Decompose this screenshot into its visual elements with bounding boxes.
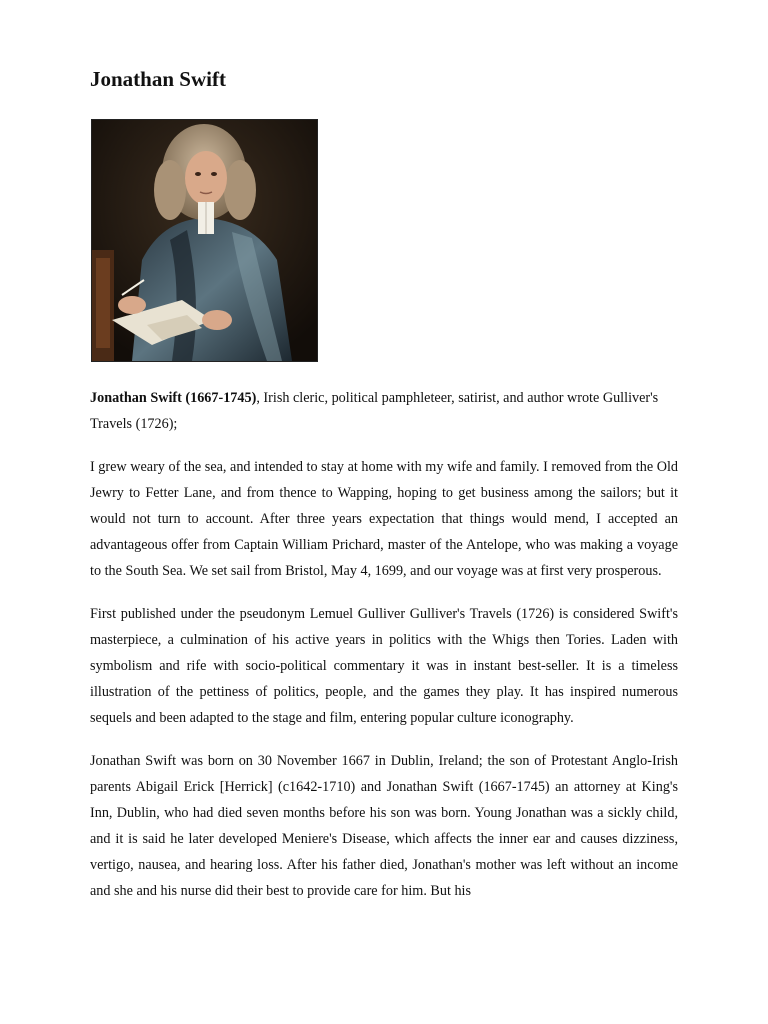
- portrait-image: [91, 119, 318, 362]
- page-title: Jonathan Swift: [90, 67, 226, 91]
- intro-paragraph: [90, 385, 678, 437]
- publication-paragraph: First published under the pseudonym Lemuel Gulliver Gulliver's Travels (1726) is considered Swift's masterpiece, a culmination of his active years in politics with the Whigs then Tories. Laden with symbolism and rife with socio-political commentary it was in instant best-seller. It is a timeless illustration of the pettiness of politics, people, and the games they play. It has inspired numerous sequels and been adapted to the stage and film, entering popular culture iconography.: [90, 606, 678, 726]
- intro-bold-name: Jonathan Swift (1667-1745): [90, 390, 257, 406]
- intro-rest: , Irish cleric, political pamphleteer, satirist, and author wrote Gulliver's Travels (1726);: [90, 390, 659, 432]
- quote-paragraph: I grew weary of the sea, and intended to stay at home with my wife and family. I removed from the Old Jewry to Fetter Lane, and from thence to Wapping, hoping to get business among the sailors; but it would not turn to account. After three years expectation that things would mend, I accepted an advantageous offer from Captain William Prichard, master of the Antelope, who was making a voyage to the South Sea. We set sail from Bristol, May 4, 1699, and our voyage was at first very prosperous.: [90, 459, 678, 579]
- biography-paragraph: Jonathan Swift was born on 30 November 1667 in Dublin, Ireland; the son of Protestant Anglo-Irish parents Abigail Erick [Herrick] (c1642-1710) and Jonathan Swift (1667-1745) an attorney at King's Inn, Dublin, who had died seven months before his son was born. Young Jonathan was a sickly child, and it is said he later developed Meniere's Disease, which affects the inner ear and causes dizziness, vertigo, nausea, and hearing loss. After his father died, Jonathan's mother was left without an income and she and his nurse did their best to provide care for him. But his: [90, 753, 678, 899]
- article-body: [90, 385, 678, 921]
